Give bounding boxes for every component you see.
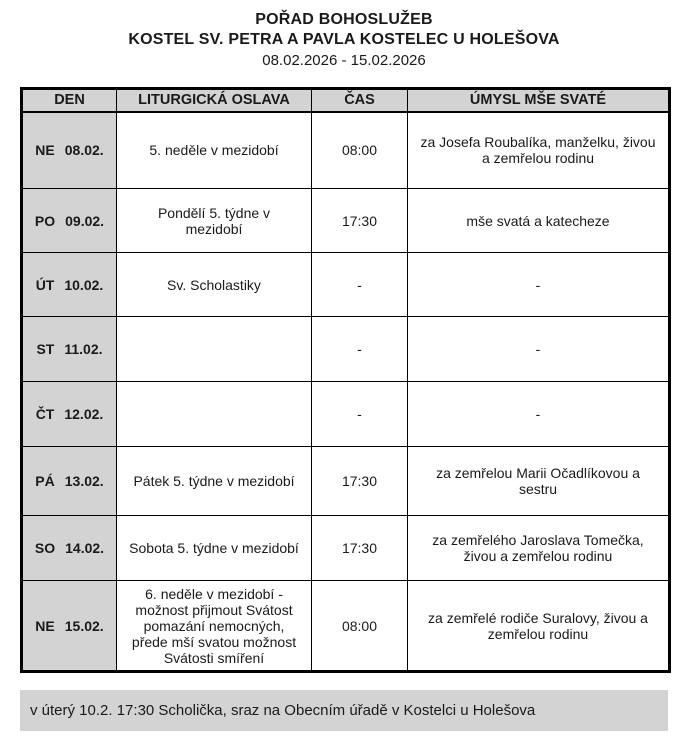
time-cell: 17:30 <box>312 189 408 253</box>
time-cell: 08:00 <box>312 581 408 672</box>
intention-cell: - <box>408 253 670 317</box>
table-row <box>22 317 670 382</box>
day-abbreviation: ÚT <box>35 276 55 293</box>
table-row <box>22 581 670 672</box>
liturgical-celebration-cell: Pátek 5. týdne v mezidobí <box>117 447 312 516</box>
day-date: 08.02. <box>64 142 104 159</box>
day-cell <box>22 382 117 447</box>
day-cell <box>22 447 117 516</box>
day-abbreviation: PÁ <box>35 473 55 489</box>
church-name: KOSTEL SV. PETRA A PAVLA KOSTELEC U HOLEŠOVA <box>128 31 560 48</box>
intention-cell: - <box>408 382 670 447</box>
liturgical-celebration-cell: 6. neděle v mezidobí - možnost přijmout Svátost pomazání nemocných, přede mší svatou možnost Svátosti smíření <box>117 581 312 672</box>
time-cell: 17:30 <box>312 447 408 516</box>
day-abbreviation: NE <box>35 142 55 159</box>
time-cell: 08:00 <box>312 112 408 189</box>
time-cell: 17:30 <box>312 516 408 581</box>
col-header-time: ČAS <box>312 89 408 112</box>
intention-cell: za zemřelé rodiče Suralovy, živou a zemřelou rodinu <box>408 581 670 672</box>
intention-cell: za zemřelého Jaroslava Tomečka, živou a zemřelou rodinu <box>408 516 670 581</box>
liturgical-celebration-cell: Pondělí 5. týdne v mezidobí <box>117 189 312 253</box>
table-row <box>22 447 670 516</box>
date-range: 08.02.2026 - 15.02.2026 <box>262 52 426 69</box>
intention-cell: za Josefa Roubalíka, manželku, živou a zemřelou rodinu <box>408 112 670 189</box>
day-cell <box>22 189 117 253</box>
day-abbreviation: NE <box>35 617 55 634</box>
day-date: 11.02. <box>64 341 103 357</box>
time-cell: - <box>312 253 408 317</box>
day-date: 09.02. <box>65 212 105 229</box>
day-abbreviation: PO <box>34 212 56 229</box>
footer-note-text: v úterý 10.2. 17:30 Scholička, sraz na Obecním úřadě v Kostelci u Holešova <box>30 702 536 719</box>
schedule-table <box>20 87 671 673</box>
day-cell <box>22 253 117 317</box>
document-title: POŘAD BOHOSLUŽEB <box>255 11 433 28</box>
day-cell <box>22 112 117 189</box>
col-header-mass-intention: ÚMYSL MŠE SVATÉ <box>408 89 670 112</box>
col-header-liturgical-celebration: LITURGICKÁ OSLAVA <box>117 89 312 112</box>
day-cell <box>22 516 117 581</box>
table-row <box>22 253 670 317</box>
day-cell <box>22 317 117 382</box>
intention-cell: mše svatá a katecheze <box>408 189 670 253</box>
liturgical-celebration-cell: Sobota 5. týdne v mezidobí <box>117 516 312 581</box>
table-header-row <box>22 89 670 112</box>
footer-note <box>20 690 668 731</box>
schedule-table-body <box>22 112 670 672</box>
day-date: 10.02. <box>64 276 104 293</box>
table-row <box>22 112 670 189</box>
table-row <box>22 382 670 447</box>
liturgical-celebration-cell <box>117 382 312 447</box>
intention-cell: - <box>408 317 670 382</box>
day-abbreviation: ČT <box>35 406 55 422</box>
table-row <box>22 189 670 253</box>
day-abbreviation: SO <box>34 540 56 556</box>
day-date: 14.02. <box>65 540 105 556</box>
day-date: 13.02. <box>64 473 104 489</box>
time-cell: - <box>312 382 408 447</box>
document-header <box>20 10 668 71</box>
day-abbreviation: ST <box>36 341 55 357</box>
liturgical-celebration-cell: 5. neděle v mezidobí <box>117 112 312 189</box>
day-date: 12.02. <box>64 406 104 422</box>
intention-cell: za zemřelou Marii Očadlíkovou a sestru <box>408 447 670 516</box>
day-date: 15.02. <box>64 617 104 634</box>
day-cell <box>22 581 117 672</box>
col-header-day: DEN <box>22 89 117 112</box>
liturgical-celebration-cell: Sv. Scholastiky <box>117 253 312 317</box>
time-cell: - <box>312 317 408 382</box>
table-row <box>22 516 670 581</box>
liturgical-celebration-cell <box>117 317 312 382</box>
